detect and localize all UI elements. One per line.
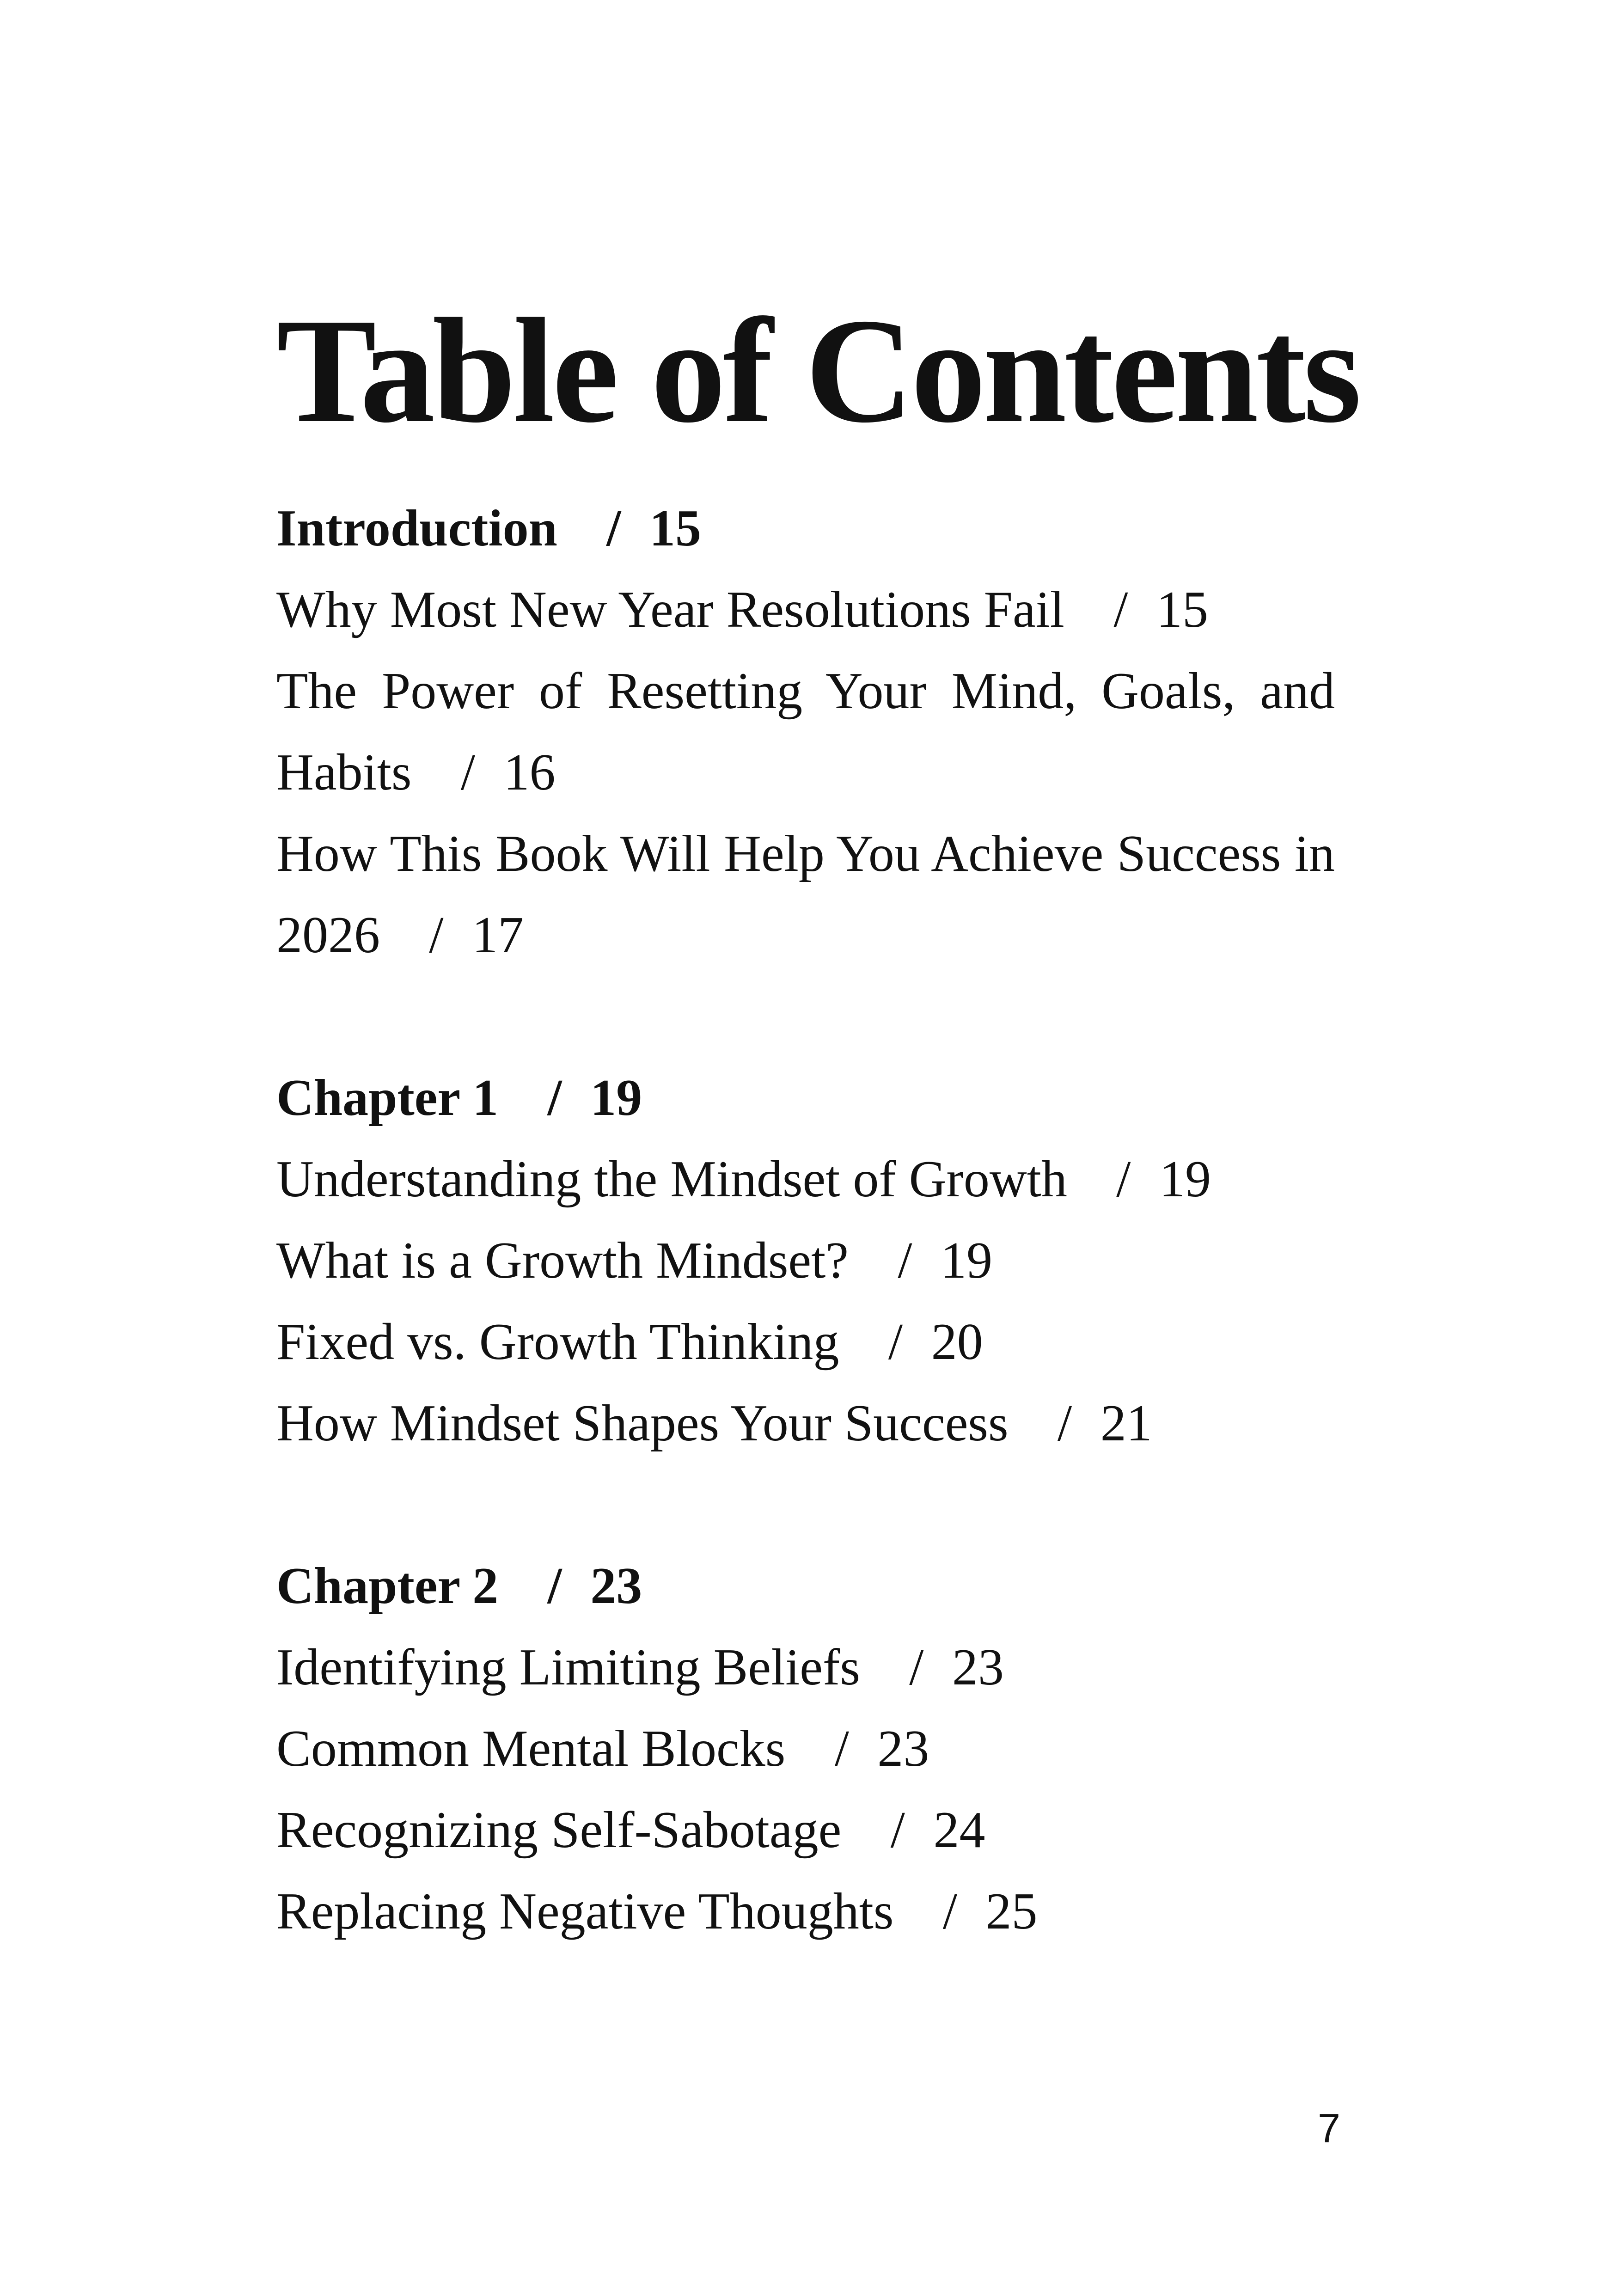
toc-separator: / (834, 1720, 849, 1777)
toc-heading-label: Chapter 2 (276, 1557, 499, 1615)
toc-entry-label: The Power of Resetting Your Mind, Goals, and Habits (276, 662, 1335, 801)
toc-entry-label: How Mindset Shapes Your Success (276, 1395, 1009, 1452)
toc-entry-page: 23 (952, 1639, 1004, 1696)
toc-heading-chapter-1 (276, 1057, 1335, 1139)
toc-entry-label: Fixed vs. Growth Thinking (276, 1313, 839, 1371)
toc-entry (276, 1139, 1335, 1220)
toc-entry (276, 1220, 1335, 1301)
section-spacer (276, 976, 1335, 1057)
toc-entry-page: 16 (503, 744, 556, 801)
toc-entry-label: Common Mental Blocks (276, 1720, 786, 1777)
toc-entry-label: Recognizing Self-Sabotage (276, 1801, 842, 1859)
toc-entry-label: Why Most New Year Resolutions Fail (276, 581, 1064, 638)
toc-entry (276, 1627, 1335, 1708)
toc-entry (276, 1301, 1335, 1383)
toc-separator: / (547, 1069, 562, 1127)
toc-entry-label: How This Book Will Help You Achieve Success in 2026 (276, 825, 1335, 964)
toc-entry (276, 1708, 1335, 1789)
toc-entry-page: 24 (933, 1801, 985, 1859)
toc-heading-page: 19 (590, 1069, 642, 1127)
toc-separator: / (942, 1883, 957, 1940)
toc-entry-page: 15 (1156, 581, 1208, 638)
toc-entry-page: 20 (931, 1313, 983, 1371)
toc-entry-label: Identifying Limiting Beliefs (276, 1639, 860, 1696)
toc-entry-label: Understanding the Mindset of Growth (276, 1151, 1067, 1208)
toc-entry-page: 19 (1159, 1151, 1211, 1208)
toc-separator: / (890, 1801, 905, 1859)
toc-entry-page: 23 (877, 1720, 929, 1777)
toc-separator: / (606, 500, 621, 557)
toc-heading-label: Introduction (276, 500, 557, 557)
toc-entry-label: What is a Growth Mindset? (276, 1232, 849, 1289)
toc-separator: / (888, 1313, 903, 1371)
toc-separator: / (1057, 1395, 1072, 1452)
toc-entry-page: 19 (941, 1232, 993, 1289)
toc-entry-page: 17 (472, 906, 524, 964)
table-of-contents (276, 488, 1335, 1952)
section-spacer (276, 1464, 1335, 1545)
toc-separator: / (909, 1639, 924, 1696)
toc-separator: / (429, 906, 444, 964)
toc-heading-introduction (276, 488, 1335, 569)
page-number: 7 (1318, 2105, 1340, 2151)
toc-separator: / (898, 1232, 912, 1289)
toc-entry (276, 1789, 1335, 1871)
toc-entry-label: Replacing Negative Thoughts (276, 1883, 894, 1940)
toc-entry (276, 569, 1335, 650)
toc-heading-page: 15 (649, 500, 701, 557)
toc-heading-chapter-2 (276, 1545, 1335, 1627)
page-title: Table of Contents (276, 288, 1359, 454)
toc-separator: / (547, 1557, 562, 1615)
toc-separator: / (1113, 581, 1128, 638)
toc-entry (276, 1383, 1335, 1464)
toc-heading-label: Chapter 1 (276, 1069, 499, 1127)
toc-entry-page: 25 (985, 1883, 1038, 1940)
toc-entry (276, 650, 1335, 813)
toc-entry (276, 1871, 1335, 1952)
toc-heading-page: 23 (590, 1557, 642, 1615)
toc-separator: / (1116, 1151, 1131, 1208)
toc-entry (276, 813, 1335, 976)
toc-separator: / (460, 744, 475, 801)
toc-entry-page: 21 (1100, 1395, 1152, 1452)
